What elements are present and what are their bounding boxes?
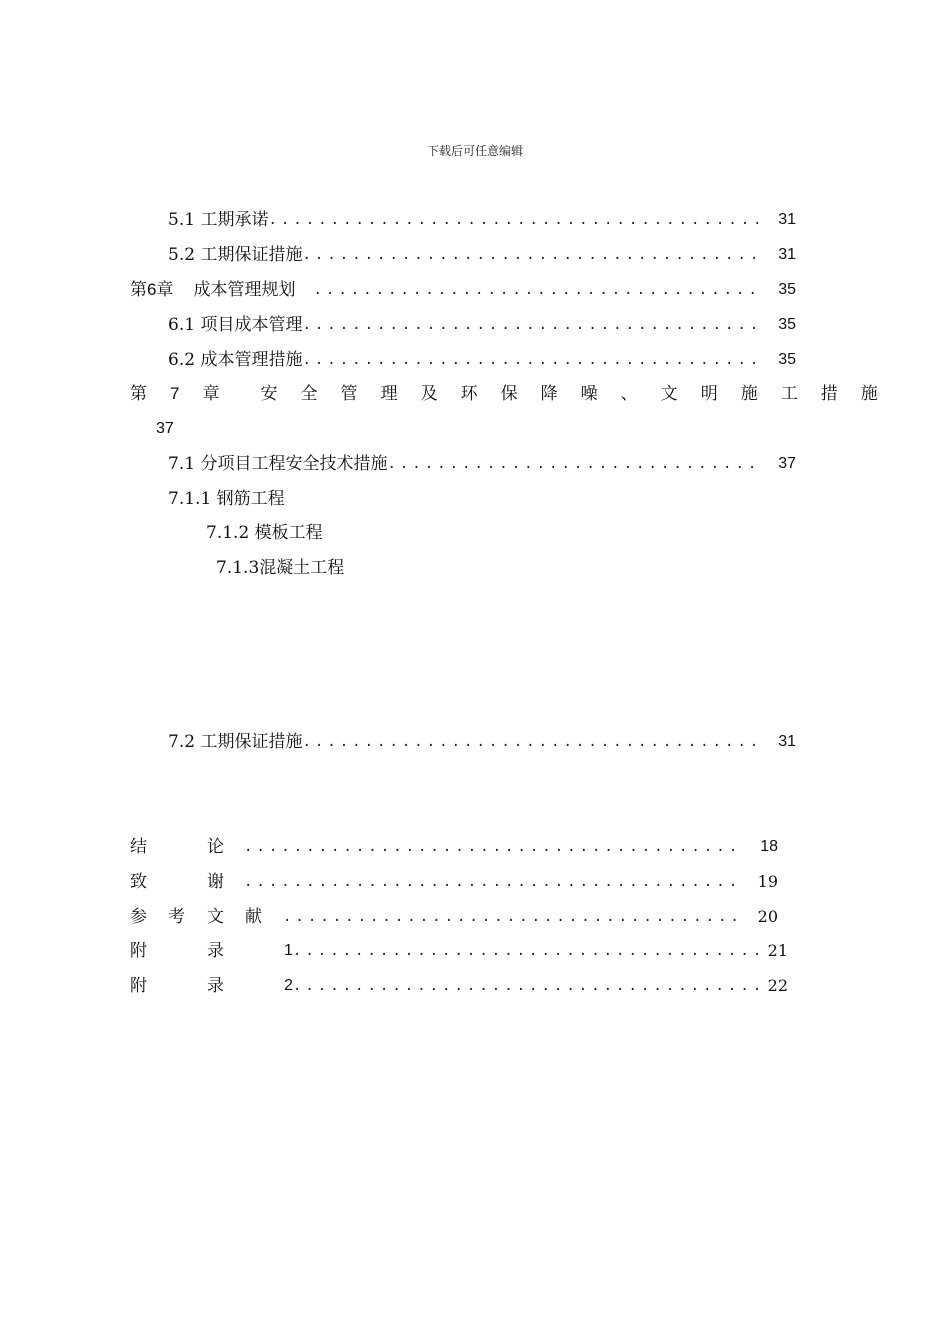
toc-entry-char: 献	[245, 907, 262, 927]
toc-page-number: 31	[778, 246, 796, 263]
toc-entry-conclusion[interactable]	[130, 835, 778, 859]
toc-page-number: 21	[767, 941, 788, 960]
toc-entry-label: 7.2 工期保证措施	[168, 732, 303, 752]
toc-leader-dots	[302, 313, 758, 337]
toc-page-number: 19	[757, 872, 778, 891]
chapter-char: 规	[261, 280, 279, 300]
toc-entry-label-b: 录	[207, 976, 224, 996]
chapter-char: 降	[540, 384, 558, 404]
toc-leader-dots	[244, 870, 736, 894]
page-header-note: 下载后可任意编辑	[426, 144, 523, 158]
chapter-char: 明	[700, 384, 718, 404]
toc-entry-thanks[interactable]	[130, 870, 778, 894]
toc-appendix-number: 2	[284, 977, 293, 994]
toc-entry-label: 7.1 分项目工程安全技术措施	[168, 454, 388, 474]
toc-appendix-number: 1	[284, 942, 293, 959]
chapter-char: 理	[244, 280, 262, 300]
toc-entry-char: 文	[207, 907, 224, 927]
toc-entry-char: 参	[130, 907, 147, 927]
toc-page-number: 35	[778, 281, 796, 298]
toc-chapter-title	[130, 278, 295, 302]
toc-page-number: 35	[778, 316, 796, 333]
toc-chapter-title	[130, 382, 878, 406]
toc-entry-7-1-1[interactable]	[168, 487, 285, 511]
toc-entry-label-b: 谢	[207, 872, 224, 892]
toc-leader-dots	[244, 835, 738, 859]
chapter-char: 噪	[580, 384, 598, 404]
toc-entry-references[interactable]	[130, 905, 778, 929]
toc-leader-dots	[313, 278, 758, 302]
toc-entry-label: 7.1.2 模板工程	[206, 523, 323, 543]
chapter-char: 章	[202, 384, 220, 404]
chapter-char: 施	[740, 384, 758, 404]
chapter-char: 全	[300, 384, 318, 404]
chapter-char: 划	[278, 280, 296, 300]
chapter-char: 章	[156, 280, 174, 300]
chapter-char: 7	[170, 384, 180, 403]
toc-entry-7-2[interactable]	[168, 730, 796, 754]
toc-entry-7-1-2[interactable]	[206, 521, 323, 545]
toc-entry-label: 6.1 项目成本管理	[168, 315, 303, 335]
toc-entry-6-1[interactable]	[168, 313, 796, 337]
toc-entry-label-a: 结	[130, 837, 147, 857]
chapter-char: 及	[420, 384, 438, 404]
toc-entry-7-1-3[interactable]	[216, 556, 344, 580]
toc-page-number: 18	[760, 838, 778, 855]
toc-entry-label: 5.1 工期承诺	[168, 210, 269, 230]
toc-page-number: 31	[778, 733, 796, 750]
toc-page-number: 22	[767, 976, 788, 995]
toc-page-number: 20	[757, 907, 778, 926]
toc-entry-6-2[interactable]	[168, 348, 796, 372]
chapter-char: 工	[780, 384, 798, 404]
toc-entry-label-b: 录	[207, 941, 224, 961]
toc-leader-dots	[302, 243, 758, 267]
toc-entry-7-1[interactable]	[168, 452, 796, 476]
toc-entry-char: 考	[168, 907, 185, 927]
chapter-char: 环	[460, 384, 478, 404]
toc-leader-dots	[302, 730, 758, 754]
chapter-char: 管	[340, 384, 358, 404]
toc-entry-label: 7.1.3混凝土工程	[216, 558, 345, 578]
chapter-char: 管	[227, 280, 245, 300]
toc-entry-label: 5.2 工期保证措施	[168, 245, 303, 265]
toc-entry-label-a: 附	[130, 941, 147, 961]
toc-leader-dots	[268, 208, 758, 232]
chapter-char: 理	[380, 384, 398, 404]
toc-page-number: 37	[778, 455, 796, 472]
chapter-char: 安	[260, 384, 278, 404]
chapter-char: 、	[620, 384, 638, 404]
toc-entry-label-a: 附	[130, 976, 147, 996]
toc-entry-label-b: 论	[207, 837, 224, 857]
chapter-char: 本	[210, 280, 228, 300]
toc-leader-dots	[293, 974, 768, 998]
toc-chapter-6[interactable]	[130, 278, 796, 302]
chapter-char: 文	[660, 384, 678, 404]
toc-leader-dots	[293, 939, 768, 963]
toc-page-number: 31	[778, 211, 796, 228]
toc-entry-appendix-1[interactable]	[130, 939, 788, 963]
toc-chapter-7-page	[156, 417, 174, 441]
toc-entry-label: 6.2 成本管理措施	[168, 350, 303, 370]
toc-page-number: 37	[156, 420, 174, 437]
toc-entry-5-1[interactable]	[168, 208, 796, 232]
toc-leader-dots	[283, 905, 736, 929]
toc-entry-label-a: 致	[130, 872, 147, 892]
toc-entry-5-2[interactable]	[168, 243, 796, 267]
chapter-char: 第	[130, 280, 147, 300]
toc-entry-appendix-2[interactable]	[130, 974, 788, 998]
toc-page-number: 35	[778, 351, 796, 368]
toc-leader-dots	[302, 348, 758, 372]
toc-chapter-7[interactable]	[130, 382, 878, 406]
chapter-char: 施	[860, 384, 878, 404]
toc-entry-label: 7.1.1 钢筋工程	[168, 489, 285, 509]
chapter-char: 措	[820, 384, 838, 404]
chapter-char: 6	[147, 280, 157, 299]
chapter-char: 第	[130, 384, 147, 404]
chapter-char: 成	[193, 280, 211, 300]
chapter-char: 保	[500, 384, 518, 404]
toc-leader-dots	[387, 452, 758, 476]
